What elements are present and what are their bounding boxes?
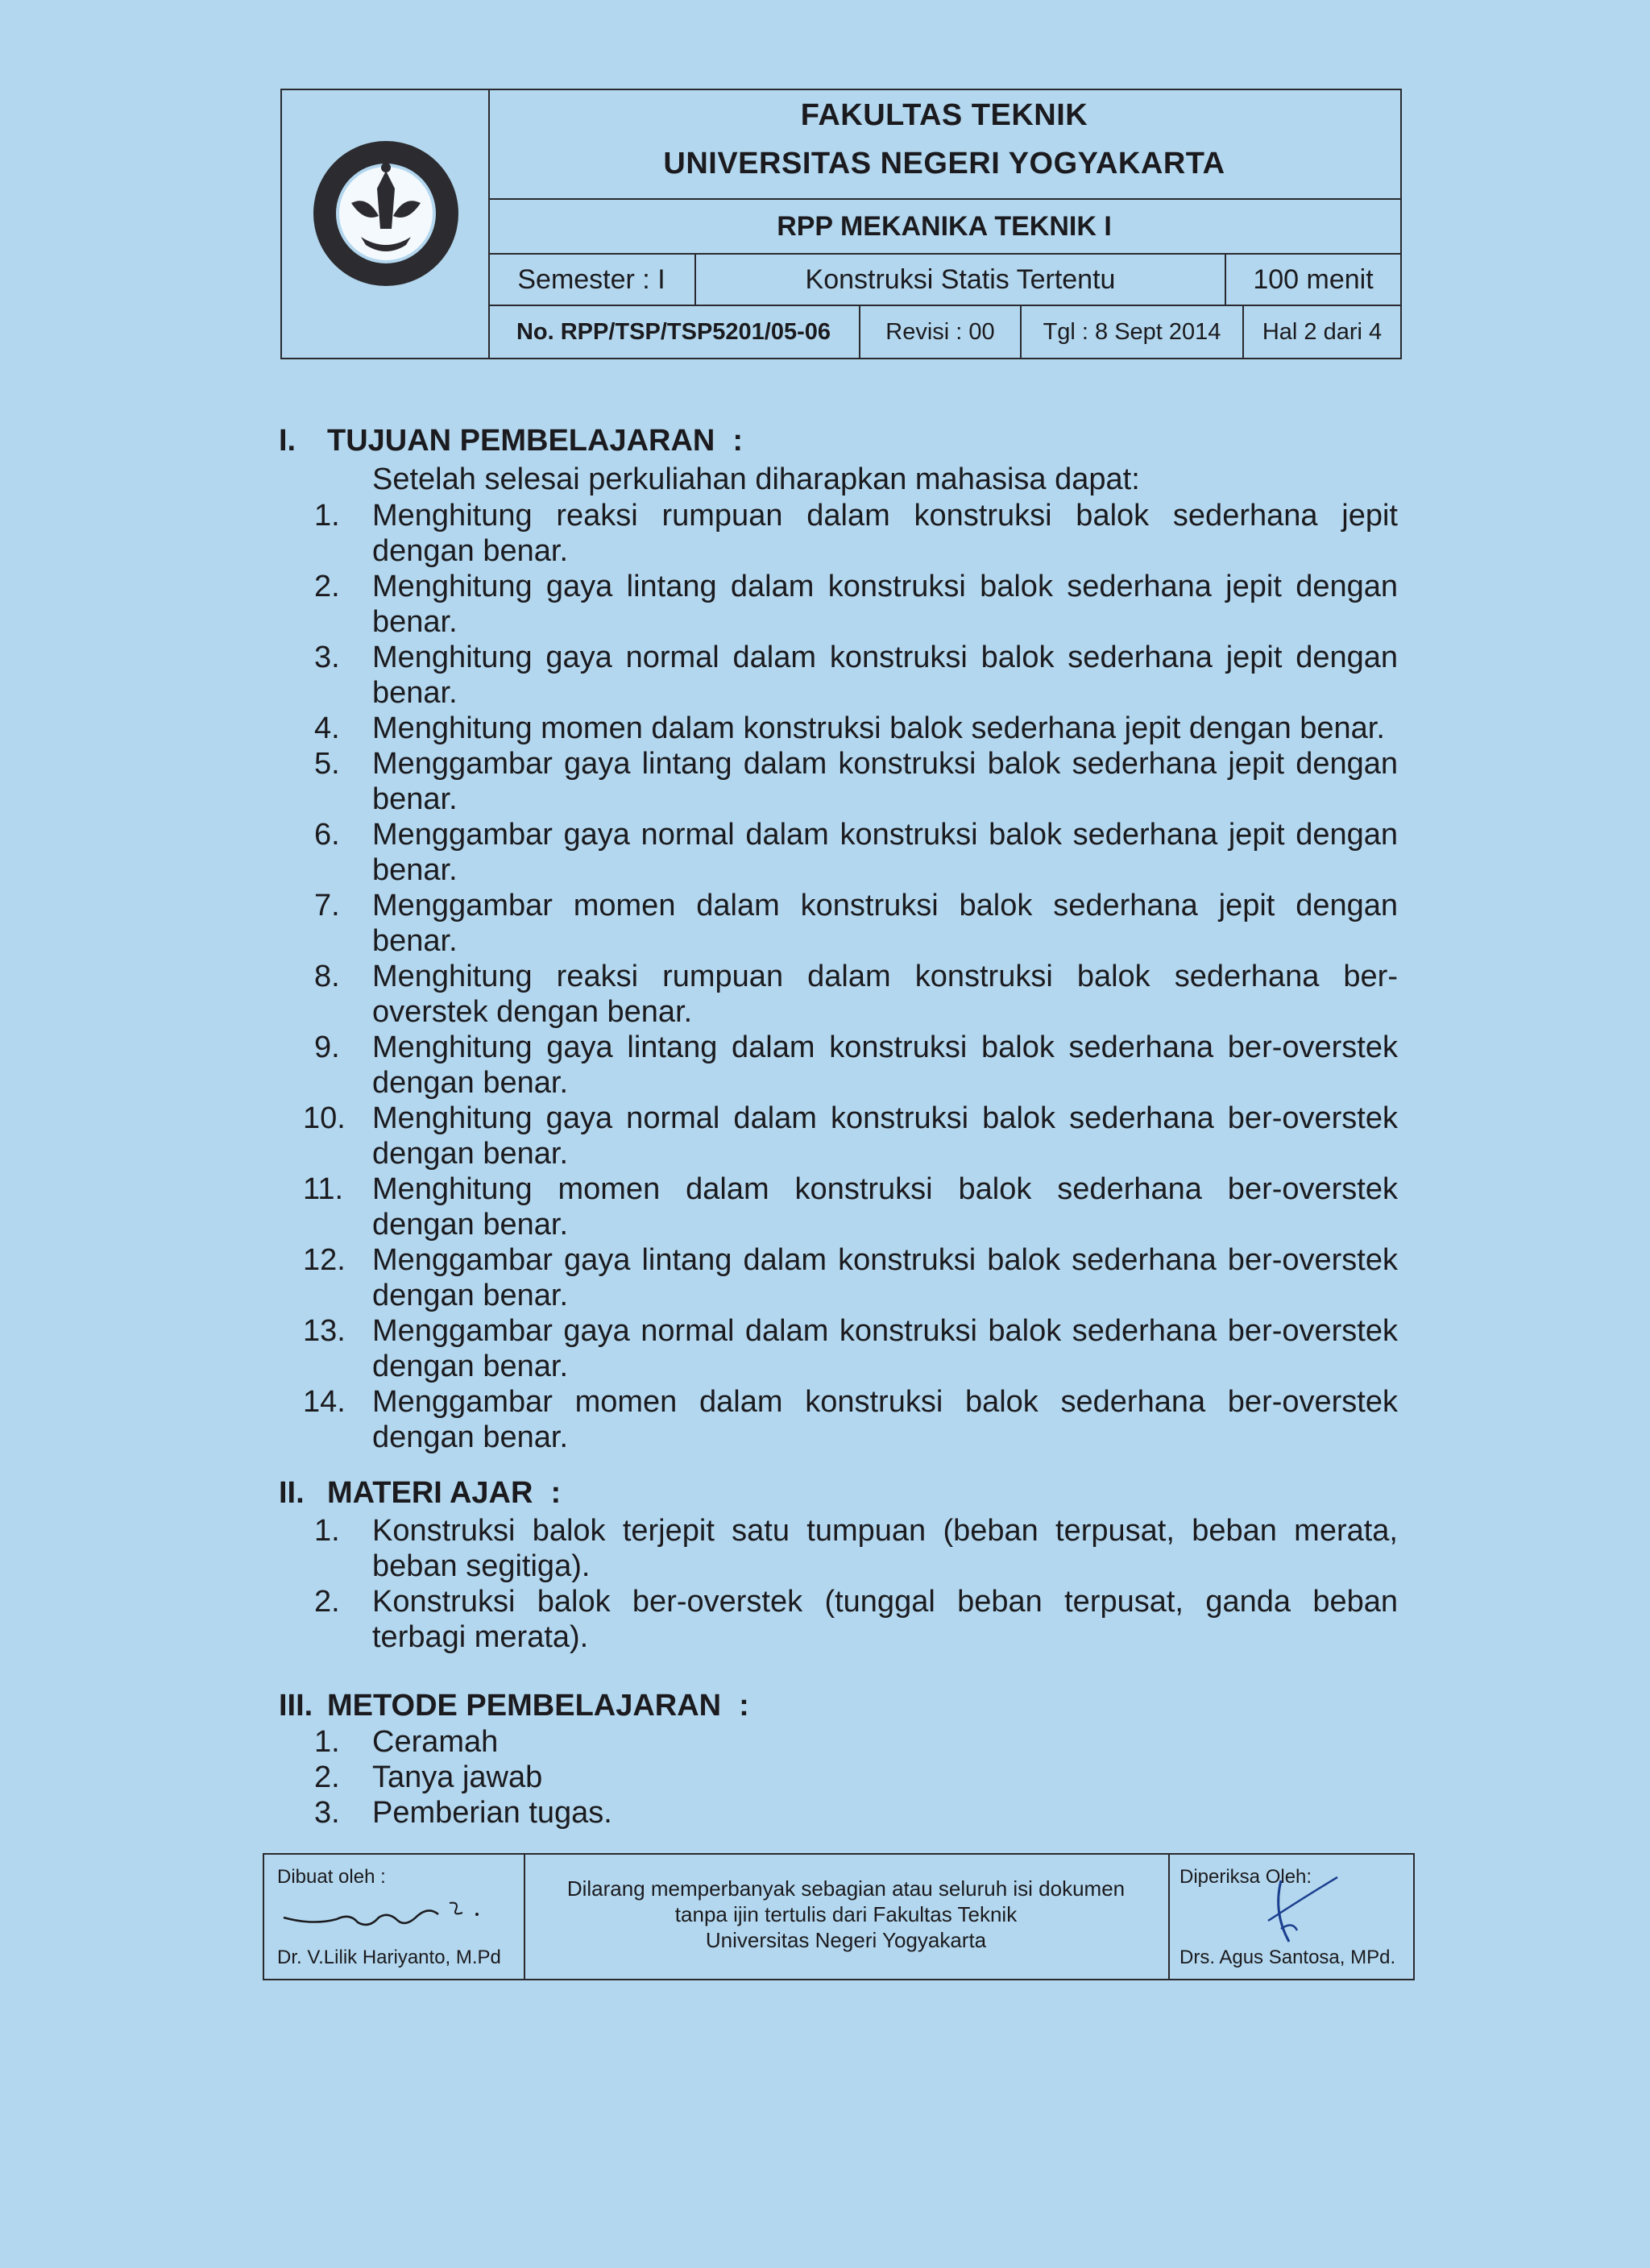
- list-item: [303, 1242, 1398, 1313]
- section-tujuan-heading: [279, 424, 743, 458]
- section-title: MATERI AJAR: [327, 1476, 533, 1510]
- section-title: TUJUAN PEMBELAJARAN: [327, 424, 715, 458]
- list-item-text: Konstruksi balok terjepit satu tumpuan (beban terpusat, beban merata, beban segitiga).: [372, 1514, 1398, 1583]
- list-item: [314, 498, 1398, 569]
- list-item-number: 3.: [314, 1796, 340, 1830]
- list-item: [314, 640, 1398, 711]
- date-cell: Tgl : 8 Sept 2014: [1022, 306, 1244, 358]
- materi-list: [314, 1513, 1398, 1655]
- section-colon: :: [732, 424, 744, 458]
- document-footer: [263, 1853, 1415, 1980]
- list-item-number: 2.: [314, 570, 340, 603]
- list-item: [314, 888, 1398, 959]
- list-item-text: Menggambar gaya lintang dalam konstruksi balok sederhana jepit dengan benar.: [372, 747, 1398, 816]
- list-item-text: Menghitung reaksi rumpuan dalam konstruksi balok sederhana ber-overstek dengan benar.: [372, 960, 1398, 1029]
- list-item-text: Menghitung reaksi rumpuan dalam konstruksi balok sederhana jepit dengan benar.: [372, 499, 1398, 568]
- copyright-notice: [524, 1876, 1168, 1953]
- topic-cell: Konstruksi Statis Tertentu: [696, 255, 1226, 305]
- logo-cell: [282, 90, 490, 358]
- semester-row: [488, 255, 1400, 306]
- list-item-text: Menghitung momen dalam konstruksi balok sederhana ber-overstek dengan benar.: [372, 1172, 1398, 1242]
- doc-title-row: [488, 200, 1400, 255]
- list-item-number: 1.: [314, 499, 340, 533]
- checked-by-name: Drs. Agus Santosa, MPd.: [1179, 1947, 1396, 1968]
- list-item-number: 12.: [303, 1243, 346, 1277]
- signature-maker: [280, 1897, 490, 1937]
- faculty-name: FAKULTAS TEKNIK: [800, 98, 1088, 132]
- semester-cell: Semester : I: [488, 255, 696, 305]
- list-item-number: 10.: [303, 1101, 346, 1135]
- revision-cell: Revisi : 00: [860, 306, 1022, 358]
- list-item: [314, 746, 1398, 817]
- list-item-number: 7.: [314, 889, 340, 923]
- list-item: [303, 1313, 1398, 1384]
- section-title: METODE PEMBELAJARAN: [327, 1689, 722, 1723]
- notice-cell: [524, 1855, 1170, 1979]
- list-item: [314, 1795, 1398, 1831]
- tujuan-intro: Setelah selesai perkuliahan diharapkan mahasisa dapat:: [372, 462, 1140, 496]
- list-item-number: 11.: [303, 1172, 344, 1206]
- list-item-number: 9.: [314, 1030, 340, 1064]
- list-item-text: Menghitung gaya lintang dalam konstruksi balok sederhana ber-overstek dengan benar.: [372, 1030, 1398, 1100]
- made-by-label: Dibuat oleh :: [277, 1866, 386, 1888]
- university-seal-icon: [311, 139, 461, 288]
- list-item: [314, 1724, 1398, 1760]
- list-item-number: 14.: [303, 1385, 346, 1419]
- document-header: [280, 89, 1402, 359]
- section-number: II.: [279, 1476, 305, 1510]
- section-metode-heading: [279, 1689, 749, 1723]
- list-item-text: Menggambar momen dalam konstruksi balok sederhana ber-overstek dengan benar.: [372, 1385, 1398, 1454]
- page-number-cell: Hal 2 dari 4: [1262, 318, 1383, 345]
- list-item: [314, 1030, 1398, 1101]
- list-item-number: 6.: [314, 818, 340, 852]
- list-item-text: Menggambar gaya normal dalam konstruksi balok sederhana jepit dengan benar.: [372, 818, 1398, 887]
- doc-meta-row: [488, 306, 1400, 358]
- signature-checker: [1257, 1872, 1354, 1945]
- made-by-name: Dr. V.Lilik Hariyanto, M.Pd: [277, 1947, 501, 1968]
- section-number: III.: [279, 1689, 313, 1723]
- list-item: [303, 1384, 1398, 1455]
- doc-number-cell: No. RPP/TSP/TSP5201/05-06: [488, 306, 860, 358]
- list-item: [314, 1760, 1398, 1795]
- doc-title: RPP MEKANIKA TEKNIK I: [777, 210, 1112, 242]
- list-item-text: Menghitung momen dalam konstruksi balok sederhana jepit dengan benar.: [372, 711, 1385, 745]
- section-colon: :: [550, 1476, 562, 1510]
- duration-cell: 100 menit: [1253, 263, 1374, 295]
- list-item-number: 13.: [303, 1314, 346, 1348]
- list-item-text: Pemberian tugas.: [372, 1796, 612, 1830]
- list-item: [314, 711, 1398, 746]
- checked-by-label: Diperiksa Oleh:: [1179, 1866, 1312, 1888]
- list-item-text: Menggambar gaya normal dalam konstruksi balok sederhana ber-overstek dengan benar.: [372, 1314, 1398, 1383]
- list-item-number: 2.: [314, 1760, 340, 1794]
- notice-line-1: Dilarang memperbanyak sebagian atau seluruh isi dokumen: [566, 1876, 1126, 1901]
- tujuan-list: [303, 498, 1398, 1455]
- checked-by-cell: [1168, 1855, 1413, 1979]
- university-name: UNIVERSITAS NEGERI YOGYAKARTA: [663, 147, 1225, 180]
- list-item: [303, 1101, 1398, 1171]
- list-item: [314, 569, 1398, 640]
- header-info: [488, 90, 1400, 358]
- list-item-number: 4.: [314, 711, 340, 745]
- section-number: I.: [279, 424, 296, 458]
- header-title-row: [488, 90, 1400, 200]
- list-item: [314, 959, 1398, 1030]
- list-item-number: 5.: [314, 747, 340, 781]
- list-item-text: Ceramah: [372, 1725, 499, 1759]
- list-item: [314, 817, 1398, 888]
- metode-list: [314, 1724, 1398, 1831]
- notice-line-2: tanpa ijin tertulis dari Fakultas Teknik: [674, 1902, 1018, 1926]
- list-item-number: 1.: [314, 1725, 340, 1759]
- list-item-number: 1.: [314, 1514, 340, 1548]
- list-item-text: Konstruksi balok ber-overstek (tunggal beban terpusat, ganda beban terbagi merata).: [372, 1585, 1398, 1654]
- list-item: [314, 1584, 1398, 1655]
- list-item-text: Menggambar gaya lintang dalam konstruksi balok sederhana ber-overstek dengan benar.: [372, 1243, 1398, 1312]
- notice-line-3: Universitas Negeri Yogyakarta: [705, 1928, 987, 1952]
- list-item-text: Menggambar momen dalam konstruksi balok sederhana jepit dengan benar.: [372, 889, 1398, 958]
- list-item-number: 8.: [314, 960, 340, 993]
- list-item: [314, 1513, 1398, 1584]
- section-materi-heading: [279, 1476, 561, 1511]
- list-item-text: Tanya jawab: [372, 1760, 543, 1794]
- made-by-cell: [264, 1855, 525, 1979]
- list-item-text: Menghitung gaya normal dalam konstruksi balok sederhana jepit dengan benar.: [372, 641, 1398, 710]
- list-item: [303, 1171, 1398, 1242]
- section-colon: :: [739, 1689, 749, 1723]
- list-item-text: Menghitung gaya normal dalam konstruksi balok sederhana ber-overstek dengan benar.: [372, 1101, 1398, 1171]
- list-item-text: Menghitung gaya lintang dalam konstruksi balok sederhana jepit dengan benar.: [372, 570, 1398, 639]
- list-item-number: 2.: [314, 1585, 340, 1619]
- list-item-number: 3.: [314, 641, 340, 674]
